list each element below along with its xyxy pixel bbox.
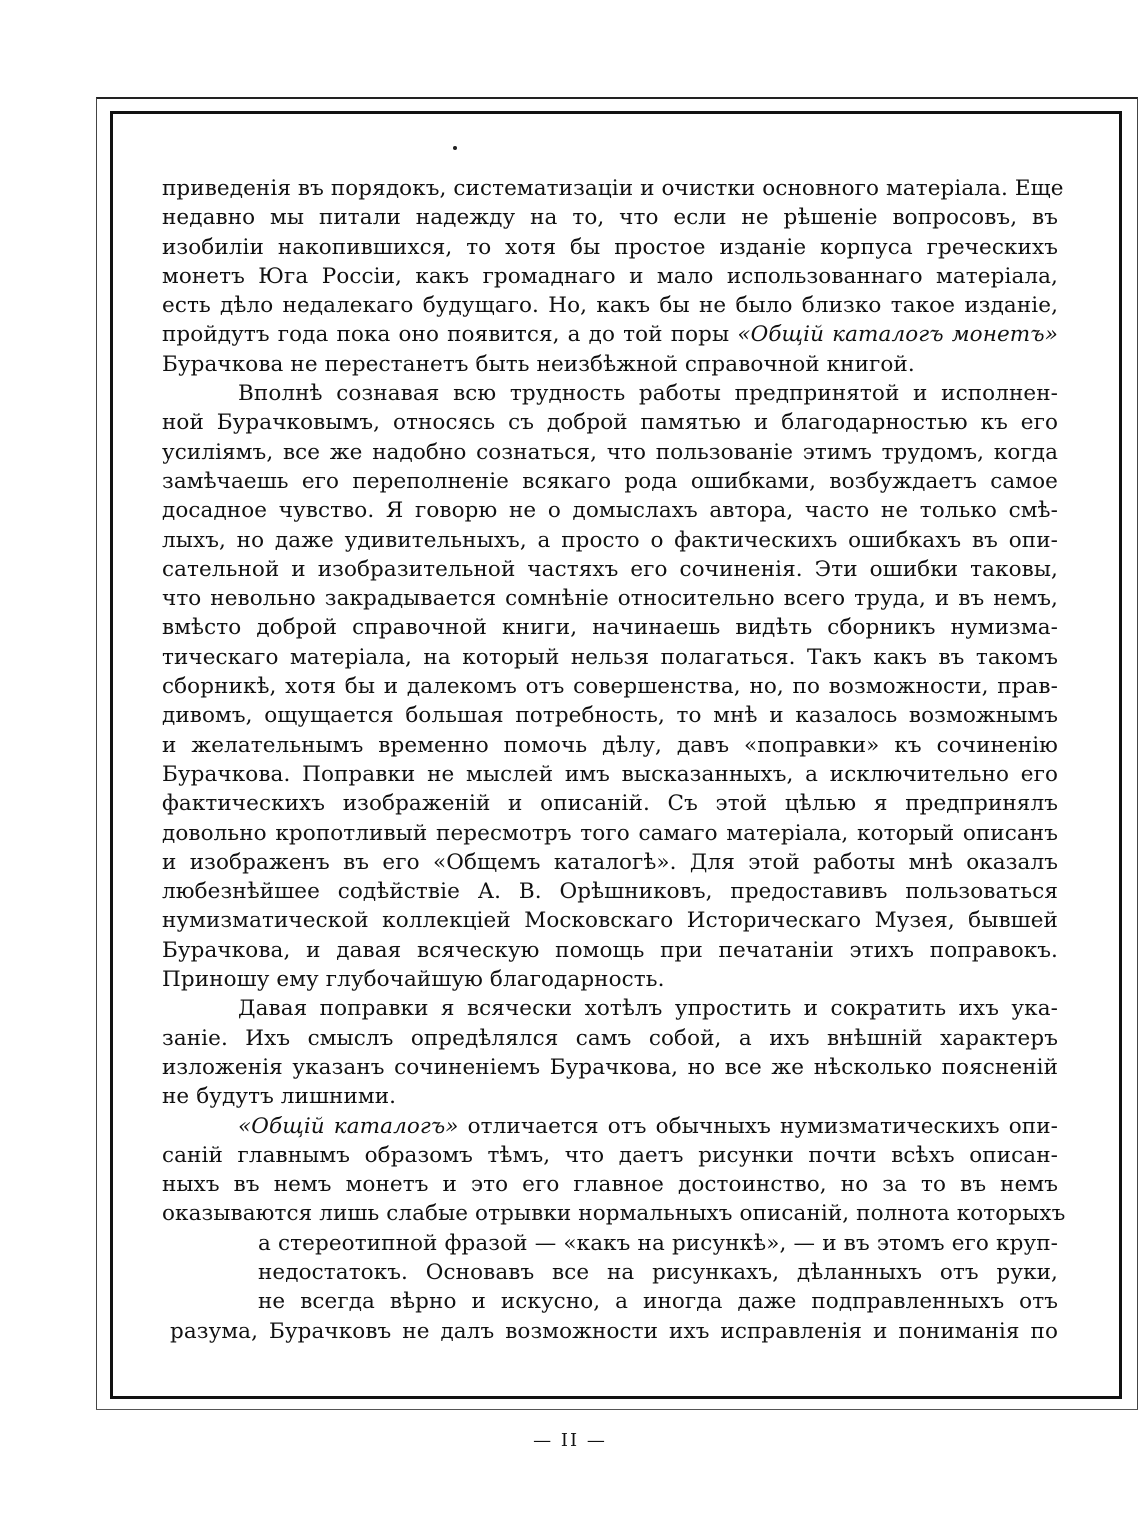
text-line: тическаго матеріала, на который нельзя полагаться. Такъ какъ въ такомъ (162, 644, 1058, 670)
paragraph-3 (162, 994, 1058, 1111)
text-line: а стереотипной фразой — «какъ на рисункѣ», — и въ этомъ его круп- (258, 1230, 1058, 1256)
catalog-title-italic: «Общій каталогъ» (238, 1113, 459, 1139)
text-line: Бурачкова не перестанетъ быть неизбѣжной справочной книгой. (162, 351, 915, 377)
paragraph-4 (162, 1112, 1066, 1346)
text-line: Приношу ему глубочайшую благодарность. (162, 967, 665, 993)
ink-speck (453, 146, 457, 150)
paragraph-2 (162, 379, 1058, 994)
text-line (162, 1112, 1058, 1141)
text-run: отличается отъ обычныхъ нумизматическихъ опи- (458, 1113, 1058, 1139)
text-line: не всегда вѣрно и искусно, а иногда даже подправленныхъ отъ (258, 1289, 1058, 1315)
text-line: изложенія указанъ сочиненіемъ Бурачкова, но все же нѣсколько поясненій (162, 1054, 1058, 1080)
text-line: досадное чувство. Я говорю не о домыслахъ автора, часто не только смѣ- (162, 498, 1058, 524)
text-line: саній главнымъ образомъ тѣмъ, что даетъ рисунки почти всѣхъ описан- (162, 1142, 1058, 1168)
text-line: не будутъ лишними. (162, 1084, 397, 1110)
text-line: замѣчаешь его переполненіе всякаго рода ошибками, возбуждаетъ самое (162, 468, 1058, 494)
text-line: вмѣсто доброй справочной книги, начинаешь видѣть сборникъ нумизма- (162, 615, 1058, 641)
text-run: пройдутъ года пока оно появится, а до той поры (162, 322, 738, 348)
text-line: приведенія въ порядокъ, систематизаціи и очистки основного матеріала. Еще (162, 176, 1064, 201)
text-line: Бурачкова. Поправки не мыслей имъ высказанныхъ, а исключительно его (162, 761, 1058, 787)
text-line: любезнѣйшее содѣйствіе А. В. Орѣшниковъ, предоставивъ пользоваться (162, 879, 1058, 905)
text-line: есть дѣло недалекаго будущаго. Но, какъ бы не было близко такое изданіе, (162, 293, 1058, 319)
text-line: изобиліи накопившихся, то хотя бы простое изданіе корпуса греческихъ (162, 234, 1058, 260)
text-line: что невольно закрадывается сомнѣніе относительно всего труда, и въ немъ, (162, 586, 1058, 612)
text-line: недавно мы питали надежду на то, что если не рѣшеніе вопросовъ, въ (162, 205, 1058, 231)
text-line (162, 320, 1058, 349)
text-line: разума, Бурачковъ не далъ возможности ихъ исправленія и пониманія по (170, 1318, 1058, 1344)
text-line: ныхъ въ немъ монетъ и это его главное достоинство, но за то въ немъ (162, 1172, 1058, 1198)
text-line: дивомъ, ощущается большая потребность, то мнѣ и казалось возможнымъ (162, 703, 1058, 729)
text-line: ной Бурачковымъ, относясь съ доброй памятью и благодарностью къ его (162, 410, 1058, 436)
text-line: нумизматической коллекціей Московскаго Историческаго Музея, бывшей (162, 908, 1058, 934)
catalog-title-italic: «Общій каталогъ монетъ» (737, 322, 1058, 348)
text-line: усиліямъ, все же надобно сознаться, что пользованіе этимъ трудомъ, когда (162, 439, 1058, 465)
text-line: заніе. Ихъ смыслъ опредѣлялся самъ собой, а ихъ внѣшній характеръ (162, 1025, 1058, 1051)
body-text (162, 174, 1066, 1346)
text-line: монетъ Юга Россіи, какъ громаднаго и мало использованнаго матеріала, (162, 263, 1058, 289)
text-line: недостатокъ. Основавъ все на рисункахъ, дѣланныхъ отъ руки, (258, 1259, 1058, 1285)
text-line: и изображенъ въ его «Общемъ каталогѣ». Для этой работы мнѣ оказалъ (162, 849, 1058, 875)
text-line: сательной и изобразительной частяхъ его сочиненія. Эти ошибки таковы, (162, 556, 1058, 582)
text-line: оказываются лишь слабые отрывки нормальныхъ описаній, полнота которыхъ (162, 1201, 1066, 1227)
text-line: Давая поправки я всячески хотѣлъ упростить и сократить ихъ ука- (238, 996, 1058, 1022)
text-line: довольно кропотливый пересмотръ того самаго матеріала, который описанъ (162, 820, 1058, 846)
text-line: лыхъ, но даже удивительныхъ, а просто о фактическихъ ошибкахъ въ опи- (162, 527, 1058, 553)
text-line: Бурачкова, и давая всяческую помощь при печатаніи этихъ поправокъ. (162, 937, 1058, 963)
page-number: — II — (533, 1430, 607, 1451)
text-line: Вполнѣ сознавая всю трудность работы предпринятой и исполнен- (238, 381, 1058, 407)
text-line: фактическихъ изображеній и описаній. Съ этой цѣлью я предпринялъ (162, 791, 1058, 817)
bottom-rule (96, 1409, 1138, 1410)
text-line: сборникѣ, хотя бы и далекомъ отъ совершенства, но, по возможности, прав- (162, 674, 1058, 700)
text-line: и желательнымъ временно помочь дѣлу, давъ «поправки» къ сочиненію (162, 732, 1058, 758)
paragraph-1 (162, 174, 1064, 379)
